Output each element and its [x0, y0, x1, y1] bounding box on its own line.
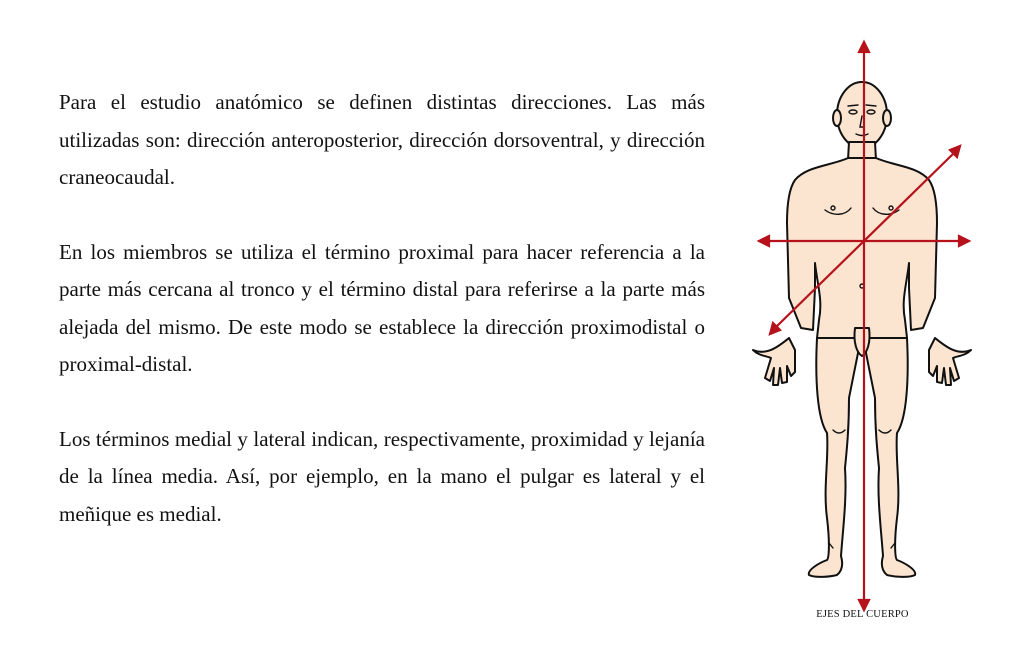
right-leg [863, 338, 915, 577]
left-ear [833, 110, 841, 126]
head [837, 82, 887, 148]
right-hand [929, 338, 971, 385]
right-eyebrow [866, 105, 876, 106]
torso [787, 158, 937, 338]
body-text [59, 84, 705, 570]
lateral-arrow-right [959, 236, 969, 246]
body-axes-illustration [745, 38, 980, 618]
body-axes-figure [745, 38, 980, 618]
left-hand [753, 338, 795, 385]
left-eyebrow [848, 105, 858, 106]
lateral-arrow-left [759, 236, 769, 246]
human-body [753, 82, 971, 577]
paragraph-medial-lateral: Los términos medial y lateral indican, respectivamente, proximidad y lejanía de la línea media. Así, por ejemplo, en la mano el pulgar es lateral y el meñique es medial. [59, 426, 705, 526]
paragraph-directions: Para el estudio anatómico se definen distintas direcciones. Las más utilizadas son: dirección anteroposterior, dirección dorsoventral, y dirección craneocaudal. [59, 90, 705, 189]
body-axes [759, 42, 969, 610]
right-ear [883, 110, 891, 126]
craneocaudal-arrow-up [859, 42, 869, 52]
paragraph-proximal-distal: En los miembros se utiliza el término proximal para hacer referencia a la parte más cercana al tronco y el término distal para referirse a la parte más alejada del mismo. De este modo se establece la dirección proximodistal o proximal-distal. [59, 239, 705, 376]
left-leg [809, 338, 861, 577]
figure-caption: EJES DEL CUERPO [816, 609, 909, 620]
